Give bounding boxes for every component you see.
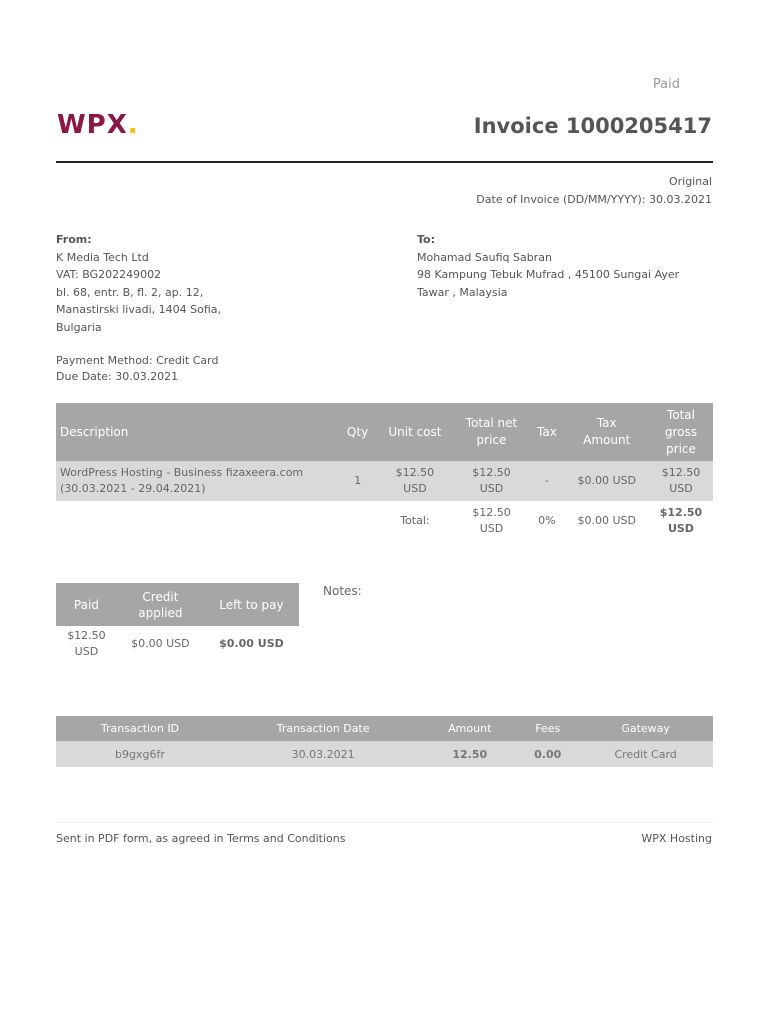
- footer-note: Sent in PDF form, as agreed in Terms and Conditions: [56, 832, 346, 845]
- item-net-price: $12.50 USD: [454, 461, 530, 501]
- invoice-status: Paid: [652, 77, 680, 92]
- header-divider: [56, 161, 713, 163]
- footer-divider: [56, 822, 713, 823]
- items-table: [56, 403, 713, 541]
- to-line: 98 Kampung Tebuk Mufrad , 45100 Sungai Ayer: [417, 268, 680, 281]
- due-date: Due Date: 30.03.2021: [56, 370, 179, 383]
- payment-summary-table: [56, 583, 299, 662]
- from-line: bl. 68, entr. B, fl. 2, ap. 12,: [56, 285, 204, 299]
- transactions-header-row: [56, 716, 713, 741]
- footer-company: WPX Hosting: [641, 832, 712, 845]
- logo-text: WPX: [57, 110, 128, 140]
- header-amount: Amount: [422, 716, 517, 741]
- item-tax-amount: $0.00 USD: [565, 461, 649, 501]
- total-row: [56, 501, 713, 541]
- paid-amount: $12.50 USD: [67, 629, 106, 658]
- from-address: [56, 231, 356, 336]
- total-tax-amount: $0.00 USD: [565, 501, 649, 541]
- from-line: VAT: BG202249002: [56, 268, 162, 281]
- from-line: Bulgaria: [56, 320, 102, 334]
- total-tax: 0%: [529, 501, 564, 541]
- invoice-date: Date of Invoice (DD/MM/YYYY): 30.03.2021: [476, 193, 712, 206]
- item-qty: 1: [339, 461, 376, 501]
- total-spacer: [339, 501, 376, 541]
- header-gateway: Gateway: [578, 716, 713, 741]
- header-tax-amount: Tax Amount: [565, 403, 649, 461]
- header-transaction-date: Transaction Date: [224, 716, 422, 741]
- header-total-net: Total net price: [454, 403, 530, 461]
- left-to-pay-amount: $0.00 USD: [219, 637, 284, 650]
- wpx-logo: [57, 110, 139, 140]
- header-paid: Paid: [56, 583, 117, 626]
- header-transaction-id: Transaction ID: [56, 716, 224, 741]
- table-row: [56, 741, 713, 767]
- transaction-date: 30.03.2021: [224, 741, 422, 767]
- header-total-gross: Total gross price: [649, 403, 713, 461]
- items-header-row: [56, 403, 713, 461]
- transaction-fees: 0.00: [517, 741, 578, 767]
- to-line: Mohamad Saufiq Sabran: [417, 250, 552, 264]
- total-gross-price: $12.50 USD: [649, 501, 713, 541]
- transactions-table: [56, 716, 713, 767]
- item-tax: -: [529, 461, 564, 501]
- original-label: Original: [668, 175, 712, 188]
- invoice-meta: [476, 173, 712, 209]
- item-unit-cost: $12.50 USD: [376, 461, 454, 501]
- invoice-title: Invoice 1000205417: [473, 114, 712, 138]
- notes-label: Notes:: [323, 584, 362, 598]
- payment-method: Payment Method: Credit Card: [56, 354, 219, 367]
- payment-info: [56, 353, 218, 385]
- to-address: [417, 231, 717, 301]
- transaction-amount: 12.50: [422, 741, 517, 767]
- header-fees: Fees: [517, 716, 578, 741]
- total-spacer: [56, 501, 339, 541]
- header-left-to-pay: Left to pay: [204, 583, 299, 626]
- header-description: Description: [56, 403, 339, 461]
- from-line: Manastirski livadi, 1404 Sofia,: [56, 303, 221, 316]
- header-tax: Tax: [529, 403, 564, 461]
- transaction-gateway: Credit Card: [578, 741, 713, 767]
- total-label: Total:: [376, 501, 454, 541]
- transaction-id: b9gxg6fr: [56, 741, 224, 767]
- credit-applied-amount: $0.00 USD: [131, 637, 190, 650]
- table-row: [56, 461, 713, 501]
- header-qty: Qty: [339, 403, 376, 461]
- from-line: K Media Tech Ltd: [56, 250, 149, 264]
- header-credit-applied: Credit applied: [117, 583, 204, 626]
- summary-header-row: [56, 583, 299, 626]
- item-gross-price: $12.50 USD: [649, 461, 713, 501]
- total-net-price: $12.50 USD: [454, 501, 530, 541]
- item-description: WordPress Hosting - Business fizaxeera.com (30.03.2021 - 29.04.2021): [56, 461, 339, 501]
- header-unit-cost: Unit cost: [376, 403, 454, 461]
- from-label: From:: [56, 233, 92, 246]
- to-label: To:: [417, 233, 435, 246]
- logo-dot: .: [127, 110, 139, 140]
- summary-row: [56, 626, 299, 662]
- to-line: Tawar , Malaysia: [417, 285, 508, 299]
